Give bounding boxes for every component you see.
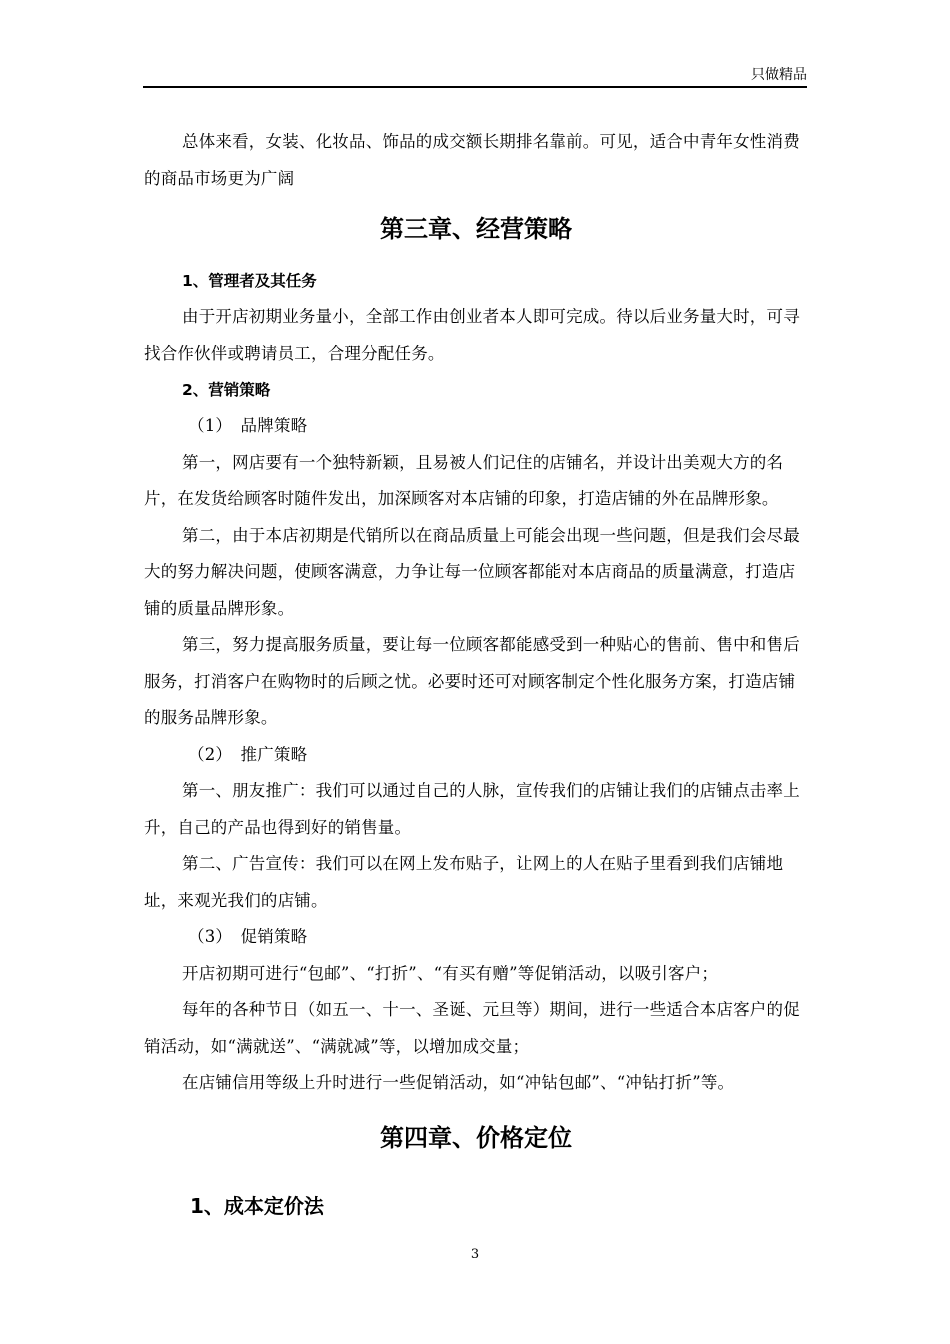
section-managers-title: 1、管理者及其任务 (182, 272, 317, 290)
section-cost-pricing-title: 1、成本定价法 (190, 1193, 324, 1218)
document-body (144, 124, 808, 1224)
promotion-strategy-title: （2） 推广策略 (188, 744, 308, 764)
section-managers-paragraph: 由于开店初期业务量小，全部工作由创业者本人即可完成。待以后业务量大时，可寻找合作伙伴或聘请员工，合理分配任务。 (144, 307, 800, 363)
intro-paragraph: 总体来看，女装、化妆品、饰品的成交额长期排名靠前。可见，适合中青年女性消费的商品市场更为广阔 (144, 132, 800, 188)
sales-paragraph-3: 在店铺信用等级上升时进行一些促销活动，如“冲钻包邮”、“冲钻打折”等。 (182, 1073, 735, 1092)
brand-paragraph-1: 第一，网店要有一个独特新颖，且易被人们记住的店铺名，并设计出美观大方的名片，在发货给顾客时随件发出，加深顾客对本店铺的印象，打造店铺的外在品牌形象。 (144, 452, 784, 508)
brand-strategy-title: （1） 品牌策略 (188, 416, 308, 435)
promotion-paragraph-1: 第一、朋友推广：我们可以通过自己的人脉，宣传我们的店铺让我们的店铺点击率上升，自己的产品也得到好的销售量。 (144, 781, 800, 837)
chapter3-title: 第三章、经营策略 (380, 215, 572, 243)
brand-paragraph-2: 第二，由于本店初期是代销所以在商品质量上可能会出现一些问题，但是我们会尽最大的努力解决问题，使顾客满意，力争让每一位顾客都能对本店商品的质量满意，打造店铺的质量品牌形象。 (144, 525, 800, 618)
promotion-paragraph-2: 第二、广告宣传：我们可以在网上发布贴子，让网上的人在贴子里看到我们店铺地址，来观光我们的店铺。 (144, 854, 784, 910)
sales-strategy-title: （3） 促销策略 (188, 927, 308, 946)
chapter4-title: 第四章、价格定位 (380, 1123, 572, 1152)
sales-paragraph-1: 开店初期可进行“包邮”、“打折”、“有买有赠”等促销活动，以吸引客户； (182, 963, 719, 983)
header-text: 只做精品 (751, 67, 807, 83)
section-marketing-title: 2、营销策略 (182, 381, 271, 399)
page-number: 3 (470, 1247, 480, 1262)
sales-paragraph-2: 每年的各种节日（如五一、十一、圣诞、元旦等）期间，进行一些适合本店客户的促销活动，如“满就送”、“满就减”等，以增加成交量； (144, 1000, 800, 1056)
brand-paragraph-3: 第三，努力提高服务质量，要让每一位顾客都能感受到一种贴心的售前、售中和售后服务，打消客户在购物时的后顾之忧。必要时还可对顾客制定个性化服务方案，打造店铺的服务品牌形象。 (144, 635, 800, 727)
page-header (143, 64, 807, 88)
